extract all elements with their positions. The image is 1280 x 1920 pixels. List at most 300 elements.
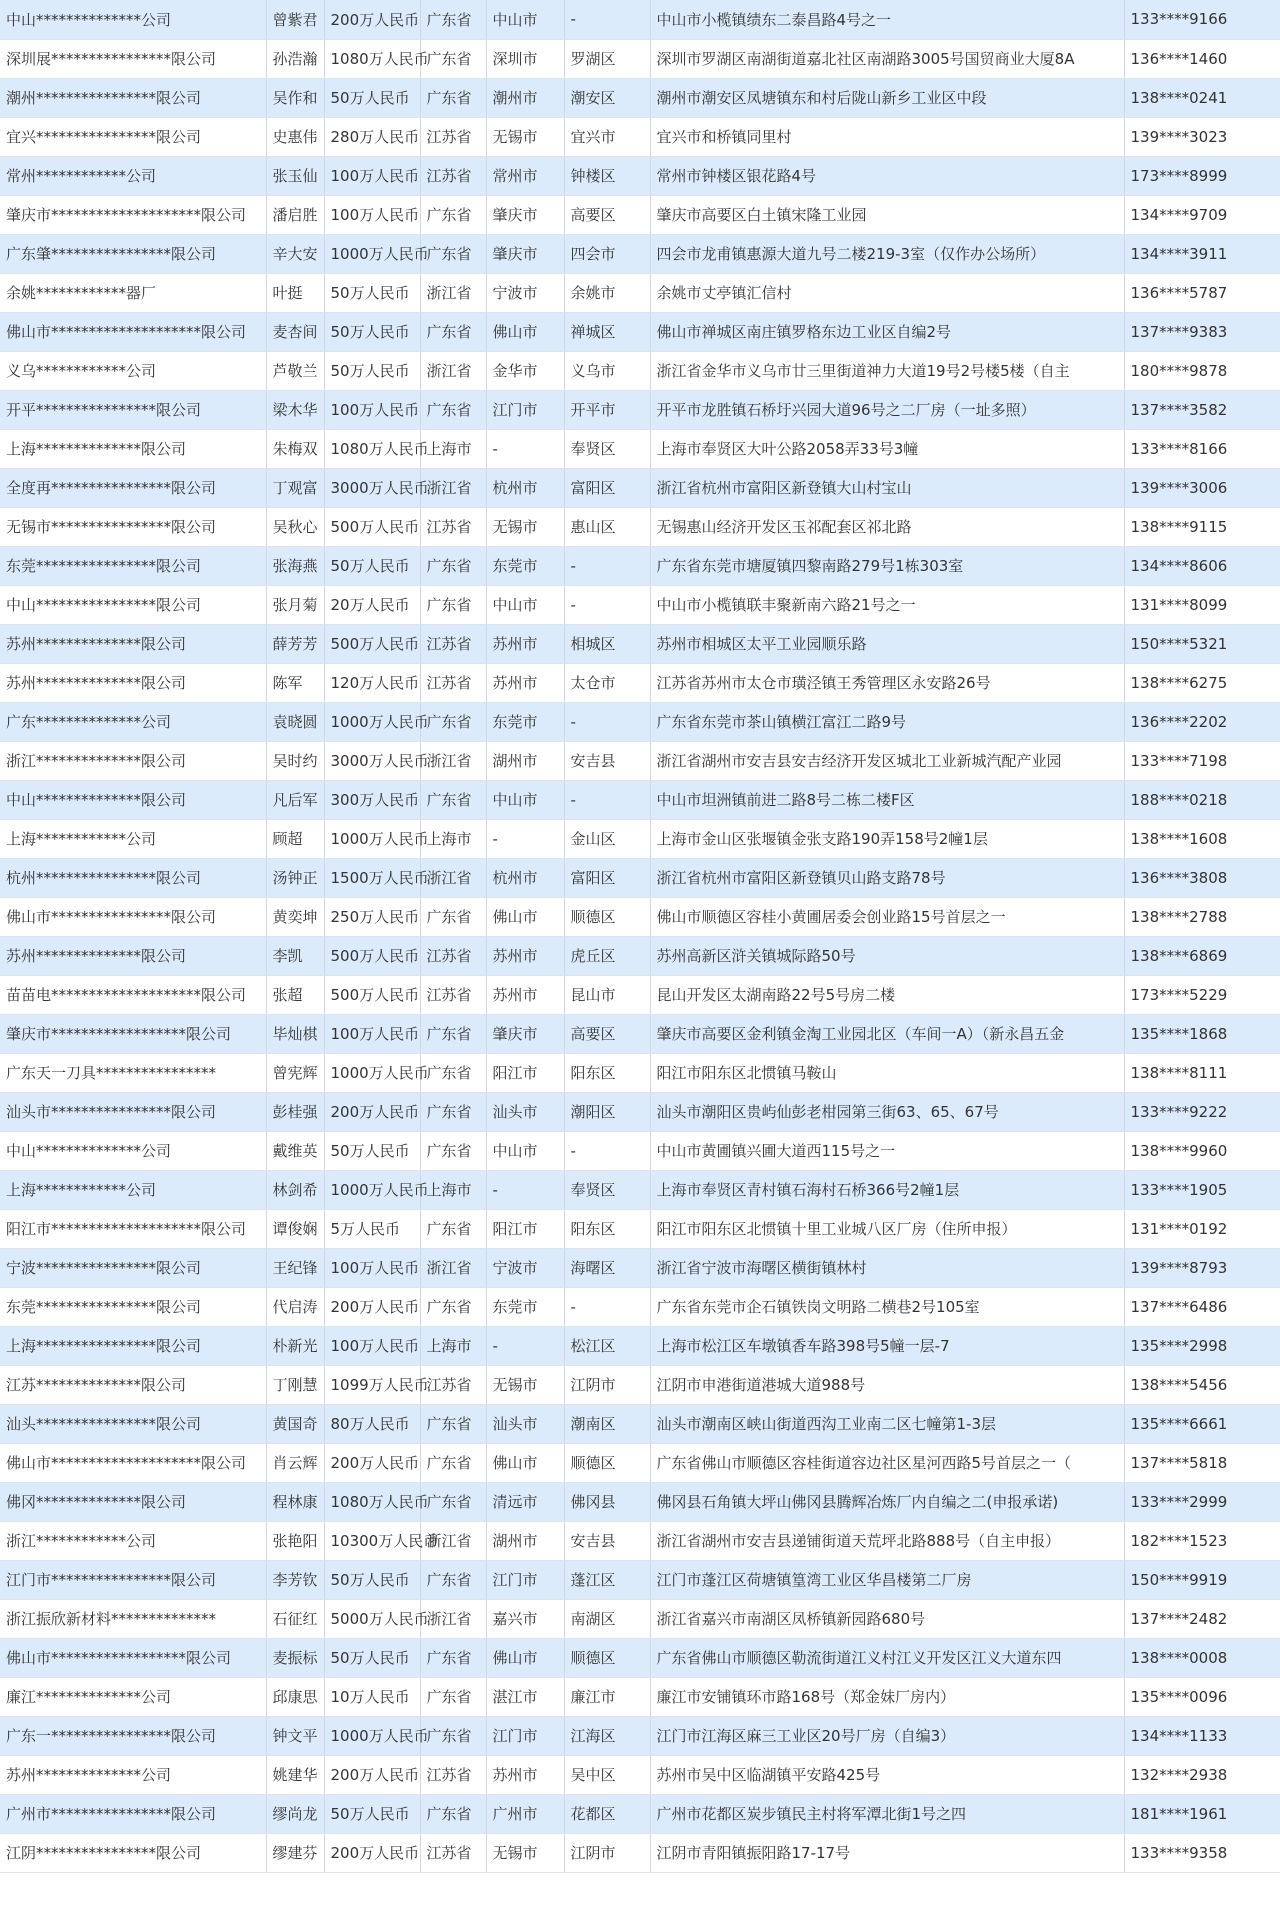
address-cell: 苏州市吴中区临湖镇平安路425号 xyxy=(650,1755,1124,1794)
phone-cell: 182****1523 xyxy=(1124,1521,1280,1560)
legal-rep-cell: 石征红 xyxy=(266,1599,324,1638)
company-name-cell: 上海****************限公司 xyxy=(0,1326,266,1365)
phone-cell: 133****7198 xyxy=(1124,741,1280,780)
phone-cell: 137****2482 xyxy=(1124,1599,1280,1638)
address-cell: 广州市花都区炭步镇民主村将军潭北街1号之四 xyxy=(650,1794,1124,1833)
table-row xyxy=(0,117,1280,156)
legal-rep-cell: 芦敬兰 xyxy=(266,351,324,390)
table-row xyxy=(0,429,1280,468)
legal-rep-cell: 王纪锋 xyxy=(266,1248,324,1287)
legal-rep-cell: 丁观富 xyxy=(266,468,324,507)
table-row xyxy=(0,1521,1280,1560)
company-name-cell: 广东肇****************限公司 xyxy=(0,234,266,273)
district-cell: 宜兴市 xyxy=(564,117,650,156)
phone-cell: 138****0008 xyxy=(1124,1638,1280,1677)
city-cell: 东莞市 xyxy=(486,546,564,585)
city-cell: 佛山市 xyxy=(486,897,564,936)
legal-rep-cell: 谭俊娴 xyxy=(266,1209,324,1248)
phone-cell: 136****5787 xyxy=(1124,273,1280,312)
address-cell: 浙江省杭州市富阳区新登镇大山村宝山 xyxy=(650,468,1124,507)
city-cell: 无锡市 xyxy=(486,1365,564,1404)
address-cell: 苏州市相城区太平工业园顺乐路 xyxy=(650,624,1124,663)
district-cell: 钟楼区 xyxy=(564,156,650,195)
province-cell: 江苏省 xyxy=(420,936,486,975)
company-name-cell: 杭州****************限公司 xyxy=(0,858,266,897)
city-cell: 江门市 xyxy=(486,1716,564,1755)
reg-capital-cell: 1000万人民币 xyxy=(324,234,420,273)
province-cell: 江苏省 xyxy=(420,507,486,546)
reg-capital-cell: 500万人民币 xyxy=(324,936,420,975)
province-cell: 广东省 xyxy=(420,39,486,78)
address-cell: 深圳市罗湖区南湖街道嘉北社区南湖路3005号国贸商业大厦8A xyxy=(650,39,1124,78)
phone-cell: 134****8606 xyxy=(1124,546,1280,585)
legal-rep-cell: 汤钟正 xyxy=(266,858,324,897)
city-cell: 佛山市 xyxy=(486,1443,564,1482)
address-cell: 浙江省湖州市安吉县安吉经济开发区城北工业新城汽配产业园 xyxy=(650,741,1124,780)
phone-cell: 135****6661 xyxy=(1124,1404,1280,1443)
table-row xyxy=(0,1677,1280,1716)
address-cell: 上海市松江区车墩镇香车路398号5幢一层-7 xyxy=(650,1326,1124,1365)
city-cell: - xyxy=(486,1170,564,1209)
province-cell: 广东省 xyxy=(420,702,486,741)
reg-capital-cell: 50万人民币 xyxy=(324,312,420,351)
district-cell: 安吉县 xyxy=(564,741,650,780)
address-cell: 广东省佛山市顺德区勒流街道江义村江义开发区江义大道东四 xyxy=(650,1638,1124,1677)
company-name-cell: 苏州**************限公司 xyxy=(0,624,266,663)
legal-rep-cell: 袁晓圆 xyxy=(266,702,324,741)
district-cell: - xyxy=(564,1131,650,1170)
table-row xyxy=(0,663,1280,702)
company-name-cell: 余姚************器厂 xyxy=(0,273,266,312)
table-row xyxy=(0,780,1280,819)
legal-rep-cell: 梁木华 xyxy=(266,390,324,429)
company-name-cell: 中山****************限公司 xyxy=(0,585,266,624)
legal-rep-cell: 戴维英 xyxy=(266,1131,324,1170)
city-cell: 江门市 xyxy=(486,390,564,429)
legal-rep-cell: 邱康思 xyxy=(266,1677,324,1716)
province-cell: 广东省 xyxy=(420,1053,486,1092)
table-row xyxy=(0,936,1280,975)
city-cell: 广州市 xyxy=(486,1794,564,1833)
district-cell: 海曙区 xyxy=(564,1248,650,1287)
district-cell: 虎丘区 xyxy=(564,936,650,975)
table-row xyxy=(0,1170,1280,1209)
reg-capital-cell: 200万人民币 xyxy=(324,1287,420,1326)
reg-capital-cell: 50万人民币 xyxy=(324,351,420,390)
reg-capital-cell: 1500万人民币 xyxy=(324,858,420,897)
reg-capital-cell: 50万人民币 xyxy=(324,1560,420,1599)
province-cell: 浙江省 xyxy=(420,468,486,507)
phone-cell: 133****2999 xyxy=(1124,1482,1280,1521)
phone-cell: 173****5229 xyxy=(1124,975,1280,1014)
table-row xyxy=(0,702,1280,741)
legal-rep-cell: 孙浩瀚 xyxy=(266,39,324,78)
company-name-cell: 佛山市****************限公司 xyxy=(0,897,266,936)
address-cell: 上海市奉贤区青村镇石海村石桥366号2幢1层 xyxy=(650,1170,1124,1209)
legal-rep-cell: 薛芳芳 xyxy=(266,624,324,663)
province-cell: 广东省 xyxy=(420,1131,486,1170)
province-cell: 上海市 xyxy=(420,1326,486,1365)
province-cell: 浙江省 xyxy=(420,351,486,390)
company-name-cell: 苏州**************限公司 xyxy=(0,936,266,975)
district-cell: 顺德区 xyxy=(564,897,650,936)
address-cell: 江阴市青阳镇振阳路17-17号 xyxy=(650,1833,1124,1872)
city-cell: 湛江市 xyxy=(486,1677,564,1716)
company-name-cell: 汕头****************限公司 xyxy=(0,1404,266,1443)
province-cell: 广东省 xyxy=(420,195,486,234)
phone-cell: 138****9960 xyxy=(1124,1131,1280,1170)
province-cell: 广东省 xyxy=(420,1092,486,1131)
company-name-cell: 佛山市******************限公司 xyxy=(0,1638,266,1677)
legal-rep-cell: 陈军 xyxy=(266,663,324,702)
address-cell: 浙江省嘉兴市南湖区凤桥镇新园路680号 xyxy=(650,1599,1124,1638)
address-cell: 上海市奉贤区大叶公路2058弄33号3幢 xyxy=(650,429,1124,468)
table-row xyxy=(0,1404,1280,1443)
province-cell: 上海市 xyxy=(420,819,486,858)
company-name-cell: 深圳展****************限公司 xyxy=(0,39,266,78)
legal-rep-cell: 缪尚龙 xyxy=(266,1794,324,1833)
province-cell: 广东省 xyxy=(420,0,486,39)
table-row xyxy=(0,1755,1280,1794)
legal-rep-cell: 程林康 xyxy=(266,1482,324,1521)
table-row xyxy=(0,234,1280,273)
company-name-cell: 中山**************限公司 xyxy=(0,780,266,819)
address-cell: 余姚市丈亭镇汇信村 xyxy=(650,273,1124,312)
legal-rep-cell: 钟文平 xyxy=(266,1716,324,1755)
address-cell: 汕头市潮南区峡山街道西沟工业南二区七幢第1-3层 xyxy=(650,1404,1124,1443)
company-name-cell: 广东天一刀具**************** xyxy=(0,1053,266,1092)
legal-rep-cell: 林剑希 xyxy=(266,1170,324,1209)
address-cell: 广东省东莞市茶山镇横江富江二路9号 xyxy=(650,702,1124,741)
reg-capital-cell: 3000万人民币 xyxy=(324,741,420,780)
phone-cell: 133****9358 xyxy=(1124,1833,1280,1872)
reg-capital-cell: 100万人民币 xyxy=(324,1326,420,1365)
company-name-cell: 开平****************限公司 xyxy=(0,390,266,429)
phone-cell: 135****1868 xyxy=(1124,1014,1280,1053)
legal-rep-cell: 丁刚慧 xyxy=(266,1365,324,1404)
table-row xyxy=(0,585,1280,624)
address-cell: 浙江省杭州市富阳区新登镇贝山路支路78号 xyxy=(650,858,1124,897)
district-cell: 高要区 xyxy=(564,1014,650,1053)
company-name-cell: 宜兴****************限公司 xyxy=(0,117,266,156)
province-cell: 广东省 xyxy=(420,1209,486,1248)
legal-rep-cell: 吴时约 xyxy=(266,741,324,780)
district-cell: 安吉县 xyxy=(564,1521,650,1560)
city-cell: 清远市 xyxy=(486,1482,564,1521)
address-cell: 佛山市顺德区容桂小黄圃居委会创业路15号首层之一 xyxy=(650,897,1124,936)
reg-capital-cell: 280万人民币 xyxy=(324,117,420,156)
reg-capital-cell: 1000万人民币 xyxy=(324,1716,420,1755)
table-row xyxy=(0,351,1280,390)
district-cell: 潮阳区 xyxy=(564,1092,650,1131)
legal-rep-cell: 彭桂强 xyxy=(266,1092,324,1131)
phone-cell: 138****2788 xyxy=(1124,897,1280,936)
address-cell: 阳江市阳东区北惯镇马鞍山 xyxy=(650,1053,1124,1092)
district-cell: 奉贤区 xyxy=(564,1170,650,1209)
district-cell: - xyxy=(564,585,650,624)
legal-rep-cell: 张超 xyxy=(266,975,324,1014)
city-cell: 中山市 xyxy=(486,585,564,624)
legal-rep-cell: 李芳钦 xyxy=(266,1560,324,1599)
city-cell: 东莞市 xyxy=(486,702,564,741)
table-row xyxy=(0,897,1280,936)
reg-capital-cell: 1000万人民币 xyxy=(324,1170,420,1209)
phone-cell: 188****0218 xyxy=(1124,780,1280,819)
table-row xyxy=(0,1287,1280,1326)
reg-capital-cell: 1099万人民币 xyxy=(324,1365,420,1404)
table-row xyxy=(0,507,1280,546)
phone-cell: 135****0096 xyxy=(1124,1677,1280,1716)
legal-rep-cell: 姚建华 xyxy=(266,1755,324,1794)
address-cell: 汕头市潮阳区贵屿仙彭老柑园第三街63、65、67号 xyxy=(650,1092,1124,1131)
address-cell: 廉江市安铺镇环市路168号（郑金妹厂房内） xyxy=(650,1677,1124,1716)
legal-rep-cell: 张月菊 xyxy=(266,585,324,624)
province-cell: 广东省 xyxy=(420,390,486,429)
reg-capital-cell: 200万人民币 xyxy=(324,1833,420,1872)
legal-rep-cell: 张艳阳 xyxy=(266,1521,324,1560)
city-cell: 潮州市 xyxy=(486,78,564,117)
province-cell: 江苏省 xyxy=(420,117,486,156)
company-name-cell: 广东一****************限公司 xyxy=(0,1716,266,1755)
district-cell: 昆山市 xyxy=(564,975,650,1014)
phone-cell: 134****9709 xyxy=(1124,195,1280,234)
company-name-cell: 浙江**************限公司 xyxy=(0,741,266,780)
reg-capital-cell: 100万人民币 xyxy=(324,1014,420,1053)
legal-rep-cell: 黄奕坤 xyxy=(266,897,324,936)
reg-capital-cell: 120万人民币 xyxy=(324,663,420,702)
city-cell: 佛山市 xyxy=(486,312,564,351)
phone-cell: 139****3006 xyxy=(1124,468,1280,507)
city-cell: 江门市 xyxy=(486,1560,564,1599)
legal-rep-cell: 顾超 xyxy=(266,819,324,858)
phone-cell: 134****3911 xyxy=(1124,234,1280,273)
table-row xyxy=(0,1014,1280,1053)
reg-capital-cell: 3000万人民币 xyxy=(324,468,420,507)
district-cell: 奉贤区 xyxy=(564,429,650,468)
legal-rep-cell: 史惠伟 xyxy=(266,117,324,156)
city-cell: 苏州市 xyxy=(486,1755,564,1794)
reg-capital-cell: 250万人民币 xyxy=(324,897,420,936)
district-cell: 阳东区 xyxy=(564,1209,650,1248)
reg-capital-cell: 50万人民币 xyxy=(324,546,420,585)
province-cell: 江苏省 xyxy=(420,1365,486,1404)
legal-rep-cell: 麦杏间 xyxy=(266,312,324,351)
phone-cell: 133****9222 xyxy=(1124,1092,1280,1131)
table-row xyxy=(0,624,1280,663)
reg-capital-cell: 200万人民币 xyxy=(324,0,420,39)
table-row xyxy=(0,0,1280,39)
province-cell: 广东省 xyxy=(420,585,486,624)
province-cell: 广东省 xyxy=(420,1404,486,1443)
district-cell: 阳东区 xyxy=(564,1053,650,1092)
address-cell: 中山市小榄镇联丰聚新南六路21号之一 xyxy=(650,585,1124,624)
table-row xyxy=(0,1638,1280,1677)
address-cell: 阳江市阳东区北惯镇十里工业城八区厂房（住所申报） xyxy=(650,1209,1124,1248)
table-row xyxy=(0,741,1280,780)
company-name-cell: 宁波****************限公司 xyxy=(0,1248,266,1287)
legal-rep-cell: 曾宪辉 xyxy=(266,1053,324,1092)
phone-cell: 138****8111 xyxy=(1124,1053,1280,1092)
reg-capital-cell: 10300万人民币 xyxy=(324,1521,420,1560)
district-cell: 义乌市 xyxy=(564,351,650,390)
province-cell: 广东省 xyxy=(420,1794,486,1833)
phone-cell: 133****1905 xyxy=(1124,1170,1280,1209)
province-cell: 浙江省 xyxy=(420,858,486,897)
address-cell: 中山市黄圃镇兴圃大道西115号之一 xyxy=(650,1131,1124,1170)
address-cell: 中山市小榄镇绩东二泰昌路4号之一 xyxy=(650,0,1124,39)
company-name-cell: 浙江振欣新材料************** xyxy=(0,1599,266,1638)
province-cell: 广东省 xyxy=(420,78,486,117)
reg-capital-cell: 50万人民币 xyxy=(324,78,420,117)
phone-cell: 173****8999 xyxy=(1124,156,1280,195)
district-cell: 顺德区 xyxy=(564,1443,650,1482)
city-cell: 中山市 xyxy=(486,1131,564,1170)
phone-cell: 136****1460 xyxy=(1124,39,1280,78)
company-name-cell: 江阴****************限公司 xyxy=(0,1833,266,1872)
company-name-cell: 广州市****************限公司 xyxy=(0,1794,266,1833)
legal-rep-cell: 吴作和 xyxy=(266,78,324,117)
company-name-cell: 苗苗电********************限公司 xyxy=(0,975,266,1014)
district-cell: 廉江市 xyxy=(564,1677,650,1716)
reg-capital-cell: 500万人民币 xyxy=(324,507,420,546)
company-name-cell: 佛山市********************限公司 xyxy=(0,312,266,351)
company-name-cell: 常州************公司 xyxy=(0,156,266,195)
province-cell: 江苏省 xyxy=(420,624,486,663)
district-cell: - xyxy=(564,780,650,819)
company-name-cell: 廉江**************公司 xyxy=(0,1677,266,1716)
reg-capital-cell: 200万人民币 xyxy=(324,1443,420,1482)
phone-cell: 137****9383 xyxy=(1124,312,1280,351)
table-row xyxy=(0,1560,1280,1599)
city-cell: - xyxy=(486,429,564,468)
district-cell: 金山区 xyxy=(564,819,650,858)
company-name-cell: 中山**************公司 xyxy=(0,1131,266,1170)
phone-cell: 138****1608 xyxy=(1124,819,1280,858)
city-cell: 宁波市 xyxy=(486,1248,564,1287)
district-cell: 江阴市 xyxy=(564,1365,650,1404)
address-cell: 广东省佛山市顺德区容桂街道容边社区星河西路5号首层之一（ xyxy=(650,1443,1124,1482)
province-cell: 江苏省 xyxy=(420,1833,486,1872)
phone-cell: 139****3023 xyxy=(1124,117,1280,156)
table-row xyxy=(0,273,1280,312)
table-row xyxy=(0,1131,1280,1170)
table-row xyxy=(0,39,1280,78)
table-row xyxy=(0,1443,1280,1482)
district-cell: 罗湖区 xyxy=(564,39,650,78)
reg-capital-cell: 80万人民币 xyxy=(324,1404,420,1443)
table-row xyxy=(0,1794,1280,1833)
province-cell: 江苏省 xyxy=(420,156,486,195)
district-cell: 花都区 xyxy=(564,1794,650,1833)
company-name-cell: 义乌************公司 xyxy=(0,351,266,390)
address-cell: 肇庆市高要区金利镇金淘工业园北区（车间一A）（新永昌五金 xyxy=(650,1014,1124,1053)
legal-rep-cell: 肖云辉 xyxy=(266,1443,324,1482)
phone-cell: 136****3808 xyxy=(1124,858,1280,897)
address-cell: 开平市龙胜镇石桥圩兴园大道96号之二厂房（一址多照） xyxy=(650,390,1124,429)
reg-capital-cell: 50万人民币 xyxy=(324,1638,420,1677)
table-row xyxy=(0,1326,1280,1365)
phone-cell: 137****6486 xyxy=(1124,1287,1280,1326)
address-cell: 江阴市申港街道港城大道988号 xyxy=(650,1365,1124,1404)
phone-cell: 136****2202 xyxy=(1124,702,1280,741)
reg-capital-cell: 100万人民币 xyxy=(324,195,420,234)
legal-rep-cell: 曾紫君 xyxy=(266,0,324,39)
reg-capital-cell: 5000万人民币 xyxy=(324,1599,420,1638)
phone-cell: 150****9919 xyxy=(1124,1560,1280,1599)
phone-cell: 137****3582 xyxy=(1124,390,1280,429)
province-cell: 广东省 xyxy=(420,546,486,585)
company-name-cell: 阳江市********************限公司 xyxy=(0,1209,266,1248)
district-cell: 富阳区 xyxy=(564,858,650,897)
city-cell: 苏州市 xyxy=(486,663,564,702)
province-cell: 广东省 xyxy=(420,1287,486,1326)
company-name-cell: 上海************公司 xyxy=(0,819,266,858)
province-cell: 上海市 xyxy=(420,429,486,468)
district-cell: - xyxy=(564,702,650,741)
company-name-cell: 全度再****************限公司 xyxy=(0,468,266,507)
city-cell: - xyxy=(486,819,564,858)
reg-capital-cell: 100万人民币 xyxy=(324,1248,420,1287)
company-name-cell: 江苏**************限公司 xyxy=(0,1365,266,1404)
address-cell: 苏州高新区浒关镇城际路50号 xyxy=(650,936,1124,975)
reg-capital-cell: 500万人民币 xyxy=(324,624,420,663)
city-cell: 深圳市 xyxy=(486,39,564,78)
city-cell: 金华市 xyxy=(486,351,564,390)
district-cell: 江阴市 xyxy=(564,1833,650,1872)
province-cell: 广东省 xyxy=(420,1716,486,1755)
city-cell: 无锡市 xyxy=(486,117,564,156)
phone-cell: 131****0192 xyxy=(1124,1209,1280,1248)
district-cell: 四会市 xyxy=(564,234,650,273)
address-cell: 江苏省苏州市太仓市璜泾镇王秀管理区永安路26号 xyxy=(650,663,1124,702)
company-name-cell: 上海************公司 xyxy=(0,1170,266,1209)
city-cell: 宁波市 xyxy=(486,273,564,312)
city-cell: 湖州市 xyxy=(486,1521,564,1560)
province-cell: 浙江省 xyxy=(420,1599,486,1638)
legal-rep-cell: 吴秋心 xyxy=(266,507,324,546)
reg-capital-cell: 200万人民币 xyxy=(324,1755,420,1794)
phone-cell: 138****0241 xyxy=(1124,78,1280,117)
province-cell: 广东省 xyxy=(420,1482,486,1521)
legal-rep-cell: 麦振标 xyxy=(266,1638,324,1677)
province-cell: 上海市 xyxy=(420,1170,486,1209)
city-cell: 苏州市 xyxy=(486,936,564,975)
table-row xyxy=(0,1599,1280,1638)
district-cell: 佛冈县 xyxy=(564,1482,650,1521)
address-cell: 昆山开发区太湖南路22号5号房二楼 xyxy=(650,975,1124,1014)
company-name-cell: 潮州****************限公司 xyxy=(0,78,266,117)
district-cell: - xyxy=(564,0,650,39)
province-cell: 广东省 xyxy=(420,1677,486,1716)
legal-rep-cell: 辛大安 xyxy=(266,234,324,273)
table-row xyxy=(0,78,1280,117)
company-name-cell: 东莞****************限公司 xyxy=(0,1287,266,1326)
address-cell: 无锡惠山经济开发区玉祁配套区祁北路 xyxy=(650,507,1124,546)
phone-cell: 181****1961 xyxy=(1124,1794,1280,1833)
province-cell: 浙江省 xyxy=(420,1248,486,1287)
phone-cell: 134****1133 xyxy=(1124,1716,1280,1755)
province-cell: 广东省 xyxy=(420,1443,486,1482)
phone-cell: 138****6869 xyxy=(1124,936,1280,975)
city-cell: 阳江市 xyxy=(486,1209,564,1248)
legal-rep-cell: 朴新光 xyxy=(266,1326,324,1365)
legal-rep-cell: 张海燕 xyxy=(266,546,324,585)
district-cell: 顺德区 xyxy=(564,1638,650,1677)
district-cell: 高要区 xyxy=(564,195,650,234)
phone-cell: 138****6275 xyxy=(1124,663,1280,702)
province-cell: 江苏省 xyxy=(420,663,486,702)
phone-cell: 139****8793 xyxy=(1124,1248,1280,1287)
